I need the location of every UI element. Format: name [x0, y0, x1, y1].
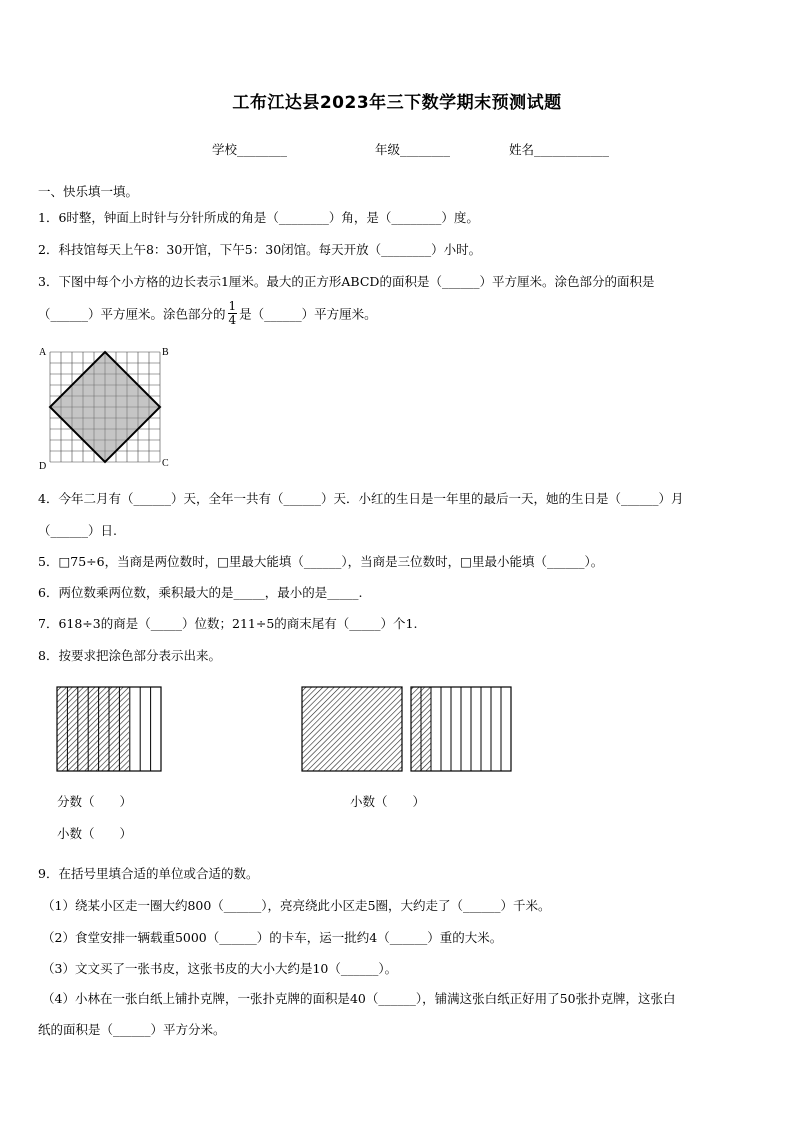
page-title: 工布江达县2023年三下数学期末预测试题 — [232, 93, 562, 113]
question-9: 9．在括号里填合适的单位或合适的数。 — [38, 866, 259, 881]
question-3-text-b: 是（______）平方厘米。 — [239, 306, 377, 322]
section-heading: 一、快乐填一填。 — [38, 184, 139, 199]
question-2: 2．科技馆每天上午8：30开馆，下午5：30闭馆。每天开放（________）小时。 — [38, 242, 482, 257]
question-6: 6．两位数乘两位数，乘积最大的是_____，最小的是_____. — [38, 585, 363, 600]
label-c: C — [162, 458, 169, 469]
question-9-1: （1）绕某小区走一圈大约800（______），亮亮绕此小区走5圈，大约走了（______）千米。 — [42, 898, 551, 913]
fraction-numerator: 1 — [228, 299, 237, 313]
question-9-4-line-2: 纸的面积是（______）平方分米。 — [38, 1022, 226, 1037]
school-field: 学校________ — [212, 142, 288, 157]
tenths-strip-figure — [56, 686, 164, 774]
label-b: B — [162, 347, 169, 358]
decimal-answer-right: 小数（ ） — [350, 794, 426, 809]
question-4-line-1: 4．今年二月有（______）天，全年一共有（______）天．小红的生日是一年里的最后一天，她的生日是（______）月 — [38, 491, 684, 506]
mixed-decimal-figure — [301, 686, 517, 774]
question-9-4-line-1: （4）小林在一张白纸上铺扑克牌，一张扑克牌的面积是40（______），铺满这张白纸正好用了50张扑克牌，这张白 — [42, 991, 676, 1006]
name-field: 姓名____________ — [509, 142, 610, 157]
fraction-denominator: 4 — [228, 313, 237, 327]
question-3-line-2 — [38, 300, 377, 327]
question-9-2: （2）食堂安排一辆载重5000（______）的卡车，运一批约4（______）重的大米。 — [42, 930, 503, 945]
whole-unit-shaded — [302, 687, 402, 771]
question-3-line-1: 3．下图中每个小方格的边长表示1厘米。最大的正方形ABCD的面积是（______）平方厘米。涂色部分的面积是 — [38, 274, 655, 289]
question-3-text-a: （______）平方厘米。涂色部分的 — [38, 306, 226, 322]
grid-square-figure — [36, 342, 176, 472]
question-8: 8．按要求把涂色部分表示出来。 — [38, 648, 221, 663]
decimal-answer-left: 小数（ ） — [57, 826, 133, 841]
question-1: 1．6时整，钟面上时针与分针所成的角是（________）角，是（________）度。 — [38, 210, 479, 225]
fraction-answer: 分数（ ） — [57, 794, 133, 809]
label-d: D — [39, 461, 47, 472]
label-a: A — [39, 347, 47, 358]
question-4-line-2: （______）日. — [38, 523, 117, 538]
shaded-rotated-square — [50, 352, 160, 462]
quarter-fraction — [228, 300, 238, 327]
grade-field: 年级________ — [375, 142, 451, 157]
question-5: 5．□75÷6，当商是两位数时，□里最大能填（______），当商是三位数时，□里最小能填（______）。 — [38, 554, 604, 569]
question-7: 7．618÷3的商是（_____）位数；211÷5的商末尾有（_____）个1. — [38, 616, 418, 631]
question-9-3: （3）文文买了一张书皮，这张书皮的大小大约是10（______）。 — [42, 961, 398, 976]
partial-strip-dividers — [421, 687, 501, 771]
